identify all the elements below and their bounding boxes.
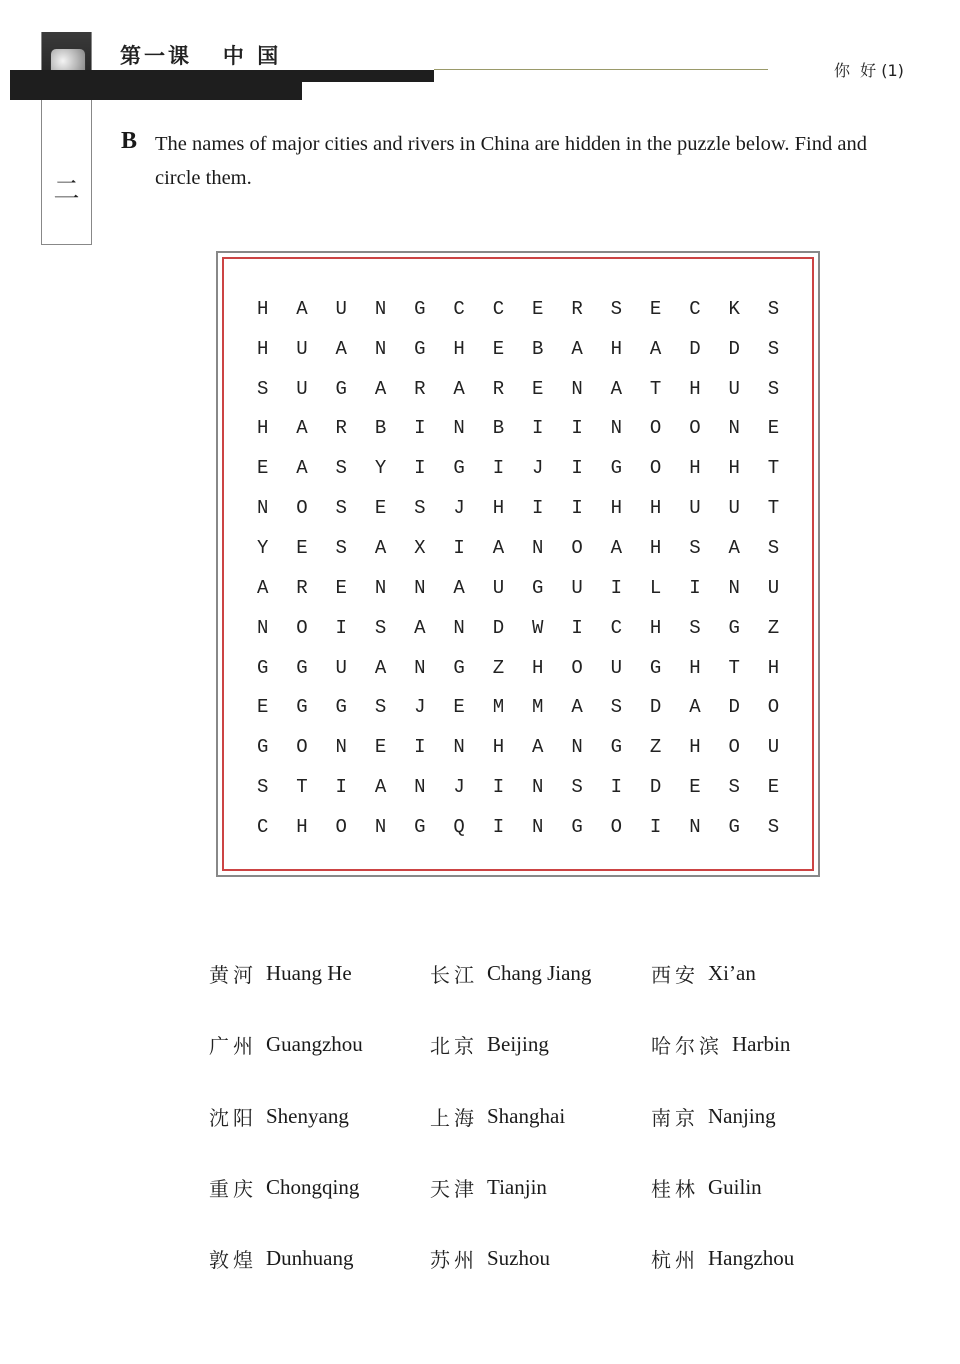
puzzle-letter: E — [374, 736, 387, 759]
puzzle-letter: A — [296, 297, 308, 320]
puzzle-letter: T — [296, 776, 308, 799]
puzzle-letter: O — [649, 417, 662, 440]
puzzle-letter: H — [689, 736, 701, 759]
puzzle-letter: G — [728, 616, 740, 639]
puzzle-letter: C — [492, 297, 505, 320]
puzzle-letter: G — [571, 815, 583, 838]
puzzle-letter: N — [532, 815, 544, 838]
puzzle-letter: N — [256, 616, 269, 639]
puzzle-letter: Z — [492, 656, 505, 679]
puzzle-letter: X — [414, 536, 426, 559]
puzzle-letter: J — [532, 457, 544, 480]
puzzle-letter: A — [256, 576, 269, 599]
puzzle-letter: R — [492, 377, 505, 400]
puzzle-letter: H — [689, 377, 701, 400]
glossary-chinese: 上海 — [430, 1105, 478, 1130]
puzzle-letter: E — [532, 377, 544, 400]
section-number: 二 — [53, 176, 80, 206]
puzzle-letter: I — [492, 776, 505, 799]
lesson-title: 第一课 中 国 — [120, 44, 282, 68]
puzzle-letter: G — [532, 576, 544, 599]
puzzle-letter: E — [649, 297, 662, 320]
glossary-entry — [430, 955, 651, 1026]
glossary-english: Guilin — [708, 1174, 762, 1199]
puzzle-letter: G — [414, 815, 426, 838]
glossary-entry — [430, 1098, 651, 1169]
puzzle-letter: S — [767, 337, 780, 360]
puzzle-letter: S — [767, 297, 780, 320]
glossary-english: Nanjing — [708, 1103, 776, 1128]
glossary-english: Chang Jiang — [487, 961, 592, 985]
puzzle-letter: G — [610, 457, 623, 480]
puzzle-letter: U — [335, 656, 347, 679]
puzzle-letter: H — [296, 815, 308, 838]
puzzle-letter: O — [296, 497, 308, 520]
puzzle-letter: U — [571, 576, 583, 599]
puzzle-letter: S — [374, 696, 387, 719]
puzzle-letter: S — [689, 616, 701, 639]
glossary-chinese: 沈阳 — [209, 1105, 257, 1130]
puzzle-letter: Z — [649, 736, 662, 759]
glossary-chinese: 北京 — [430, 1034, 478, 1059]
puzzle-letter: S — [610, 297, 623, 320]
puzzle-letter: H — [689, 656, 701, 679]
puzzle-letter: S — [414, 497, 426, 520]
puzzle-letter: A — [571, 337, 583, 360]
puzzle-letter: A — [689, 696, 701, 719]
puzzle-letter: H — [649, 497, 662, 520]
puzzle-letter: G — [649, 656, 662, 679]
puzzle-letter: N — [374, 337, 387, 360]
glossary-entry — [430, 1240, 651, 1311]
glossary-english: Xi’an — [708, 961, 756, 985]
puzzle-letter: C — [256, 815, 269, 838]
puzzle-letter: U — [492, 576, 505, 599]
glossary-english: Beijing — [487, 1032, 549, 1057]
puzzle-letter: N — [689, 815, 701, 838]
glossary-chinese: 西安 — [651, 963, 699, 987]
puzzle-letter: T — [649, 377, 662, 400]
puzzle-letter: I — [492, 815, 505, 838]
puzzle-letter: A — [374, 776, 387, 799]
glossary-entry — [209, 1098, 430, 1169]
puzzle-letter: O — [571, 536, 583, 559]
puzzle-letter: E — [453, 696, 465, 719]
glossary-english: Huang He — [266, 961, 352, 985]
puzzle-letter: S — [728, 776, 740, 799]
puzzle-letter: G — [296, 656, 308, 679]
puzzle-letter: O — [689, 417, 701, 440]
puzzle-letter: W — [532, 616, 544, 639]
puzzle-letter: I — [414, 417, 426, 440]
puzzle-letter: R — [335, 417, 347, 440]
puzzle-letter: A — [610, 377, 623, 400]
puzzle-letter: S — [610, 696, 623, 719]
glossary-entry — [430, 1026, 651, 1097]
puzzle-letter: N — [571, 736, 583, 759]
puzzle-letter: Z — [767, 616, 780, 639]
puzzle-letter: T — [767, 497, 780, 520]
glossary-english: Suzhou — [487, 1246, 550, 1271]
puzzle-letter: C — [453, 297, 465, 320]
puzzle-letter: R — [571, 297, 583, 320]
puzzle-letter: J — [453, 497, 465, 520]
puzzle-letter: D — [649, 776, 662, 799]
puzzle-letter: O — [649, 457, 662, 480]
header-bar-lower — [10, 82, 302, 100]
glossary-chinese: 南京 — [651, 1105, 699, 1130]
puzzle-letter: S — [689, 536, 701, 559]
glossary-entry — [209, 1240, 430, 1311]
puzzle-letter: N — [414, 776, 426, 799]
puzzle-letter: E — [492, 337, 505, 360]
glossary-chinese: 天津 — [430, 1176, 478, 1201]
glossary-entry — [651, 1098, 872, 1169]
puzzle-letter: G — [453, 457, 465, 480]
puzzle-letter: B — [492, 417, 505, 440]
glossary-english: Harbin — [732, 1032, 791, 1057]
glossary-english: Tianjin — [487, 1174, 547, 1199]
puzzle-letter: N — [374, 815, 387, 838]
puzzle-letter: H — [649, 616, 662, 639]
puzzle-letter: J — [414, 696, 426, 719]
puzzle-letter: Y — [374, 457, 387, 480]
glossary-entry — [651, 1026, 872, 1097]
glossary-entry — [209, 1026, 430, 1097]
puzzle-letter: N — [374, 297, 387, 320]
puzzle-letter: D — [728, 337, 740, 360]
puzzle-letter: N — [453, 736, 465, 759]
puzzle-letter: A — [728, 536, 740, 559]
puzzle-letter: G — [453, 656, 465, 679]
puzzle-letter: N — [374, 576, 387, 599]
puzzle-letter: A — [492, 536, 505, 559]
puzzle-letter: O — [296, 616, 308, 639]
puzzle-letter: N — [335, 736, 347, 759]
puzzle-letter: I — [532, 497, 544, 520]
puzzle-letter: O — [610, 815, 623, 838]
puzzle-letter: C — [610, 616, 623, 639]
puzzle-letter: N — [414, 656, 426, 679]
puzzle-letter: S — [767, 536, 780, 559]
puzzle-letter: I — [571, 616, 583, 639]
puzzle-letter: I — [571, 417, 583, 440]
puzzle-letter: O — [296, 736, 308, 759]
glossary-english: Hangzhou — [708, 1246, 795, 1271]
puzzle-letter: H — [728, 457, 740, 480]
puzzle-letter: S — [335, 457, 347, 480]
puzzle-letter: I — [414, 457, 426, 480]
puzzle-letter: H — [492, 497, 505, 520]
puzzle-letter: S — [767, 815, 780, 838]
puzzle-letter: G — [728, 815, 740, 838]
puzzle-letter: A — [649, 337, 662, 360]
puzzle-letter: E — [689, 776, 701, 799]
puzzle-letter: H — [649, 536, 662, 559]
puzzle-letter: I — [610, 576, 623, 599]
puzzle-letter: N — [532, 776, 544, 799]
puzzle-letter: N — [453, 417, 465, 440]
puzzle-letter: I — [532, 417, 544, 440]
puzzle-letter: I — [689, 576, 701, 599]
puzzle-letter: I — [453, 536, 465, 559]
puzzle-letter: N — [571, 377, 583, 400]
puzzle-letter: O — [767, 696, 780, 719]
puzzle-letter: G — [335, 377, 347, 400]
puzzle-letter: H — [256, 417, 269, 440]
puzzle-letter: G — [296, 696, 308, 719]
puzzle-letter: O — [571, 656, 583, 679]
puzzle-letter: I — [414, 736, 426, 759]
lesson-side-tab — [41, 32, 92, 245]
puzzle-letter: S — [256, 776, 269, 799]
puzzle-letter: E — [256, 696, 269, 719]
puzzle-letter: N — [453, 616, 465, 639]
puzzle-letter: I — [649, 815, 662, 838]
puzzle-letter: G — [256, 656, 269, 679]
glossary-chinese: 重庆 — [209, 1176, 257, 1201]
glossary-english: Shenyang — [266, 1103, 349, 1128]
puzzle-letter: E — [296, 536, 308, 559]
glossary-entry — [651, 1240, 872, 1311]
puzzle-letter: G — [335, 696, 347, 719]
puzzle-letter: U — [767, 736, 780, 759]
puzzle-letter: H — [532, 656, 544, 679]
puzzle-letter: I — [492, 457, 505, 480]
puzzle-letter: A — [571, 696, 583, 719]
glossary-chinese: 广州 — [209, 1034, 257, 1059]
puzzle-letter: A — [335, 337, 347, 360]
puzzle-letter: R — [296, 576, 308, 599]
puzzle-letter: H — [767, 656, 780, 679]
puzzle-letter: A — [296, 457, 308, 480]
glossary-entry — [651, 955, 872, 1026]
puzzle-letter: U — [335, 297, 347, 320]
puzzle-letter: U — [296, 337, 308, 360]
puzzle-letter: S — [571, 776, 583, 799]
puzzle-letter: H — [689, 457, 701, 480]
puzzle-letter: Y — [256, 536, 269, 559]
puzzle-letter: G — [256, 736, 269, 759]
book-title: 你 好 (1) — [834, 61, 904, 80]
puzzle-letter: E — [767, 776, 780, 799]
glossary-entry — [209, 955, 430, 1026]
puzzle-letter: U — [689, 497, 701, 520]
puzzle-letter: A — [374, 656, 387, 679]
glossary-chinese: 桂林 — [651, 1176, 699, 1201]
puzzle-letter: I — [610, 776, 623, 799]
puzzle-letter: E — [335, 576, 347, 599]
puzzle-letter: A — [453, 377, 465, 400]
puzzle-letter: I — [571, 497, 583, 520]
puzzle-letter: C — [689, 297, 701, 320]
puzzle-letter: O — [335, 815, 347, 838]
glossary-chinese: 苏州 — [430, 1248, 478, 1273]
puzzle-letter: B — [374, 417, 387, 440]
glossary-english: Shanghai — [487, 1103, 566, 1128]
puzzle-letter: D — [649, 696, 662, 719]
puzzle-letter: N — [728, 576, 740, 599]
puzzle-letter: G — [610, 736, 623, 759]
glossary-chinese: 哈尔滨 — [651, 1034, 723, 1059]
glossary-english: Dunhuang — [266, 1246, 354, 1271]
glossary-chinese: 杭州 — [651, 1248, 699, 1273]
puzzle-letter: S — [767, 377, 780, 400]
puzzle-letter: O — [728, 736, 740, 759]
puzzle-letter: B — [532, 337, 544, 360]
puzzle-letter: M — [492, 696, 505, 719]
word-search-grid — [243, 289, 793, 847]
exercise-instruction: The names of major cities and rivers in China are hidden in the puzzle below. Find and circle them. — [155, 133, 867, 189]
puzzle-letter: E — [532, 297, 544, 320]
puzzle-letter: N — [728, 417, 740, 440]
puzzle-letter: J — [453, 776, 465, 799]
puzzle-letter: A — [610, 536, 623, 559]
puzzle-letter: E — [374, 497, 387, 520]
puzzle-letter: S — [374, 616, 387, 639]
puzzle-letter: S — [335, 497, 347, 520]
puzzle-letter: G — [414, 297, 426, 320]
glossary-entry — [430, 1169, 651, 1240]
glossary-chinese: 长江 — [430, 963, 478, 987]
puzzle-letter: L — [649, 576, 662, 599]
puzzle-letter: A — [374, 377, 387, 400]
glossary-english: Guangzhou — [266, 1032, 363, 1057]
puzzle-letter: D — [492, 616, 505, 639]
puzzle-letter: U — [610, 656, 623, 679]
puzzle-letter: E — [767, 417, 780, 440]
puzzle-letter: E — [256, 457, 269, 480]
puzzle-letter: N — [414, 576, 426, 599]
puzzle-letter: G — [414, 337, 426, 360]
puzzle-letter: I — [335, 776, 347, 799]
header-bar — [10, 70, 434, 82]
puzzle-letter: A — [453, 576, 465, 599]
puzzle-letter: K — [728, 297, 740, 320]
puzzle-letter: U — [728, 497, 740, 520]
glossary-chinese: 敦煌 — [209, 1248, 257, 1273]
puzzle-letter: D — [728, 696, 740, 719]
puzzle-letter: N — [610, 417, 623, 440]
puzzle-letter: Q — [453, 815, 465, 838]
puzzle-letter: H — [492, 736, 505, 759]
puzzle-letter: A — [296, 417, 308, 440]
puzzle-letter: M — [532, 696, 544, 719]
header-rule — [434, 69, 768, 70]
puzzle-letter: D — [689, 337, 701, 360]
puzzle-letter: H — [610, 337, 623, 360]
glossary-english: Chongqing — [266, 1174, 360, 1199]
puzzle-letter: I — [335, 616, 347, 639]
puzzle-letter: R — [414, 377, 426, 400]
puzzle-letter: A — [414, 616, 426, 639]
puzzle-letter: A — [532, 736, 544, 759]
glossary-entry — [651, 1169, 872, 1240]
puzzle-letter: H — [453, 337, 465, 360]
puzzle-letter: H — [256, 297, 269, 320]
glossary-list — [209, 955, 872, 1311]
puzzle-letter: U — [728, 377, 740, 400]
puzzle-letter: H — [610, 497, 623, 520]
puzzle-letter: I — [571, 457, 583, 480]
puzzle-letter: U — [296, 377, 308, 400]
puzzle-letter: A — [374, 536, 387, 559]
puzzle-letter: T — [767, 457, 780, 480]
puzzle-letter: H — [256, 337, 269, 360]
puzzle-letter: T — [728, 656, 740, 679]
puzzle-letter: S — [256, 377, 269, 400]
puzzle-letter: N — [532, 536, 544, 559]
glossary-entry — [209, 1169, 430, 1240]
puzzle-letter: N — [256, 497, 269, 520]
exercise-letter: B — [121, 128, 138, 154]
puzzle-letter: U — [767, 576, 780, 599]
glossary-chinese: 黄河 — [209, 963, 257, 987]
puzzle-letter: S — [335, 536, 347, 559]
